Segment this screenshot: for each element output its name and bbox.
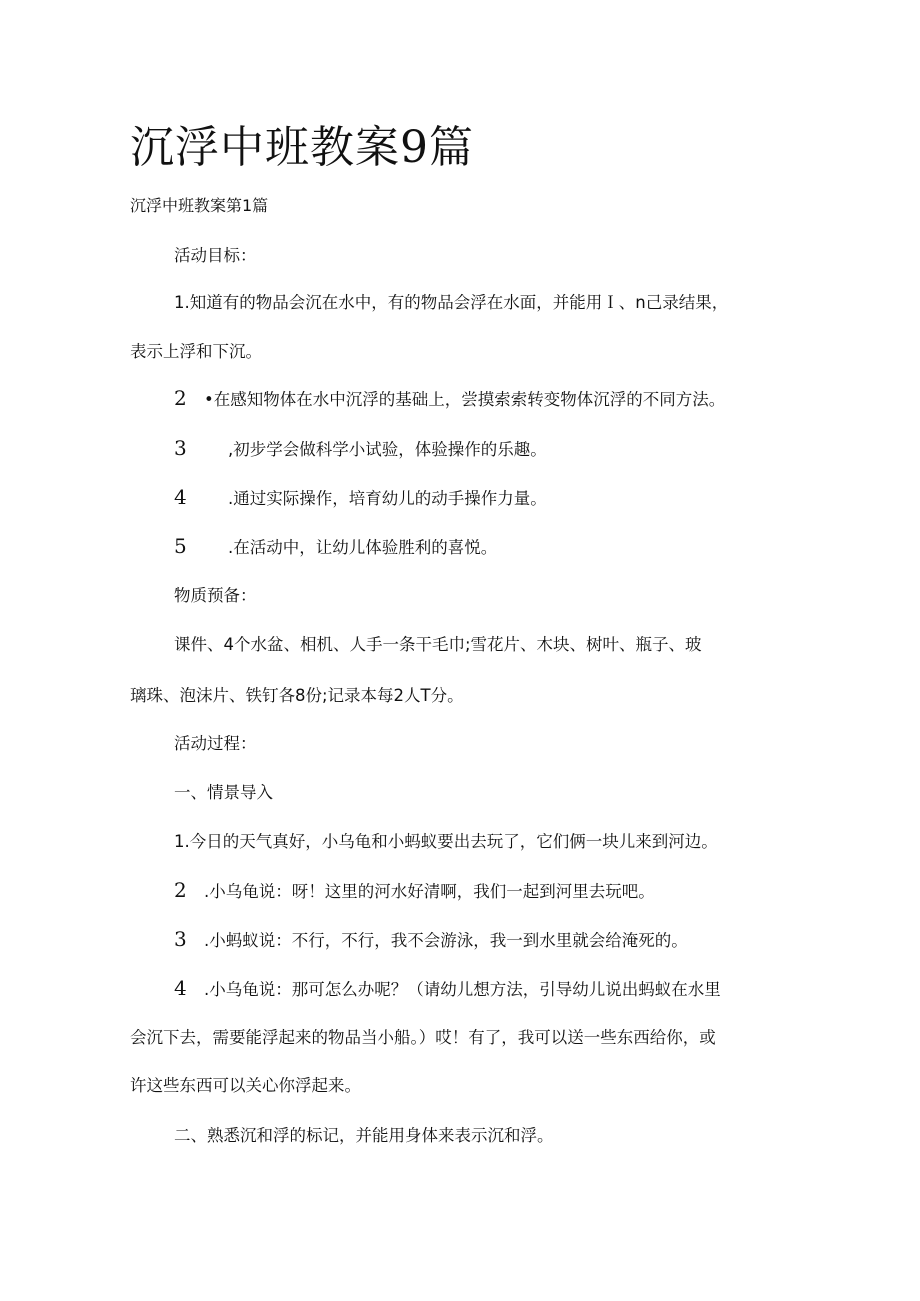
materials-line-1: 课件、4个水盆、相机、人手一条干毛巾;雪花片、木块、树叶、瓶子、玻 [174,635,702,654]
goal-4-text: .通过实际操作，培育幼儿的动手操作力量。 [228,489,547,508]
goal-4 [174,485,547,511]
goal-5-number: 5 [174,534,187,558]
step-3-number: 3 [174,927,187,951]
goal-4-number: 4 [174,485,187,509]
process-heading: 活动过程： [174,734,257,753]
step-4-number: 4 [174,976,187,1000]
step-2-number: 2 [174,878,187,902]
section-2-heading: 二、熟悉沉和浮的标记，并能用身体来表示沉和浮。 [174,1126,554,1145]
goal-1-line-2: 表示上浮和下沉。 [130,342,262,361]
section-1-heading: 一、情景导入 [174,783,273,802]
step-3-text: .小蚂蚁说：不行，不行，我不会游泳，我一到水里就会给淹死的。 [204,931,688,950]
goal-1-line-1: 1.知道有的物品会沉在水中，有的物品会浮在水面，并能用Ｉ、n己录结果， [174,293,729,312]
goal-2 [174,386,725,412]
materials-line-2: 璃珠、泡沫片、铁钉各8份;记录本每2人T分。 [130,686,464,705]
step-3 [174,927,688,953]
goal-2-number: 2 [174,386,187,410]
materials-heading: 物质预备： [174,586,257,605]
goal-5-text: .在活动中，让幼儿体验胜利的喜悦。 [228,538,498,557]
goals-heading: 活动目标： [174,246,257,265]
section-subtitle: 沉浮中班教案第1篇 [130,196,269,215]
step-4-line-3: 许这些东西可以关心你浮起来。 [130,1076,361,1095]
goal-5 [174,534,497,560]
document-title: 沉浮中班教案9篇 [130,122,474,173]
step-2 [174,878,655,904]
step-4-line-1 [174,976,721,1002]
goal-3-number: 3 [174,436,187,460]
step-2-text: .小乌龟说：呀！这里的河水好清啊，我们一起到河里去玩吧。 [204,882,655,901]
goal-3 [174,436,547,462]
step-1: 1.今日的天气真好，小乌龟和小蚂蚁要出去玩了，它们俩一块儿来到河边。 [174,832,718,851]
goal-2-text: •在感知物体在水中沉浮的基础上，尝摸索索转变物体沉浮的不同方法。 [204,390,726,409]
step-4-line-2: 会沉下去，需要能浮起来的物品当小船。）哎！有了，我可以送一些东西给你，或 [130,1028,716,1047]
goal-3-text: ,初步学会做科学小试验，体验操作的乐趣。 [228,440,547,459]
step-4-text: .小乌龟说：那可怎么办呢？（请幼儿想方法，引导幼儿说出蚂蚁在水里 [204,980,721,999]
